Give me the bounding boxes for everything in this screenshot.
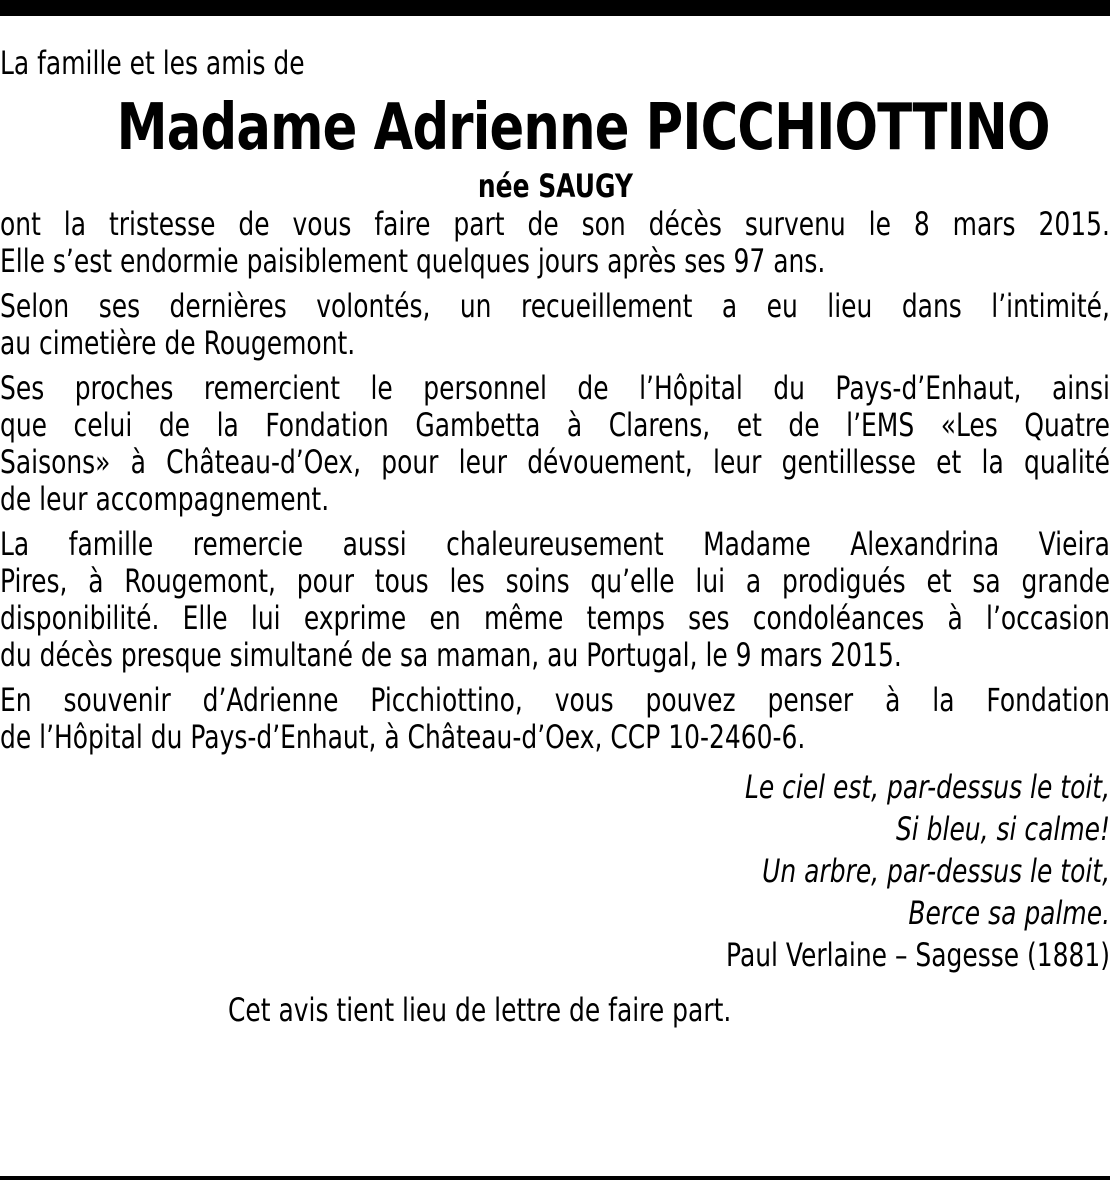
paragraph-ceremony: [0, 288, 1110, 362]
bottom-border-rule: [0, 1176, 1110, 1180]
intro-line: La famille et les amis de: [0, 44, 305, 82]
maiden-name: [0, 166, 1110, 206]
notice-body: [0, 206, 1110, 756]
poem-attribution: Paul Verlaine – Sagesse (1881): [726, 936, 1110, 974]
text-line: du décès presque simultané de sa maman, au Portugal, le 9 mars 2015.: [0, 636, 902, 674]
top-border-rule: [0, 0, 1110, 16]
paragraph-thanks-staff: [0, 370, 1110, 518]
text-line: Saisons» à Château-d’Oex, pour leur dévouement, leur gentillesse et la qualité: [0, 443, 1110, 481]
text-line: Selon ses dernières volontés, un recueillement a eu lieu dans l’intimité,: [0, 287, 1110, 325]
text-line: disponibilité. Elle lui exprime en même temps ses condoléances à l’occasion: [0, 599, 1110, 637]
text-line: de leur accompagnement.: [0, 480, 330, 518]
paragraph-thanks-caregiver: [0, 526, 1110, 674]
text-line: au cimetière de Rougemont.: [0, 324, 356, 362]
paragraph-announcement: [0, 206, 1110, 280]
text-line: de l’Hôpital du Pays-d’Enhaut, à Château-d’Oex, CCP 10-2460-6.: [0, 718, 806, 756]
text-line: Elle s’est endormie paisiblement quelques jours après ses 97 ans.: [0, 242, 826, 280]
poem-line: Si bleu, si calme!: [895, 810, 1110, 848]
poem-line: Berce sa palme.: [908, 894, 1110, 932]
text-line: La famille remercie aussi chaleureusement Madame Alexandrina Vieira: [0, 525, 1110, 563]
text-line: Pires, à Rougemont, pour tous les soins qu’elle lui a prodigués et sa grande: [0, 562, 1110, 600]
deceased-name: [0, 91, 1110, 165]
text-line: Ses proches remercient le personnel de l’Hôpital du Pays-d’Enhaut, ainsi: [0, 369, 1110, 407]
deceased-name-text: Madame Adrienne PICCHIOTTINO: [116, 91, 1050, 165]
poem-quote: [0, 766, 1110, 976]
closing-note: [0, 990, 1110, 1030]
text-line: ont la tristesse de vous faire part de son décès survenu le 8 mars 2015.: [0, 205, 1110, 243]
poem-line: Le ciel est, par-dessus le toit,: [744, 768, 1110, 806]
closing-note-text: Cet avis tient lieu de lettre de faire part.: [228, 991, 732, 1029]
poem-line: Un arbre, par-dessus le toit,: [762, 852, 1110, 890]
text-line: En souvenir d’Adrienne Picchiottino, vous pouvez penser à la Fondation: [0, 681, 1110, 719]
text-line: que celui de la Fondation Gambetta à Clarens, et de l’EMS «Les Quatre: [0, 406, 1110, 444]
obituary-notice: [0, 43, 1110, 1030]
maiden-name-text: née SAUGY: [477, 167, 633, 205]
paragraph-donation: [0, 682, 1110, 756]
